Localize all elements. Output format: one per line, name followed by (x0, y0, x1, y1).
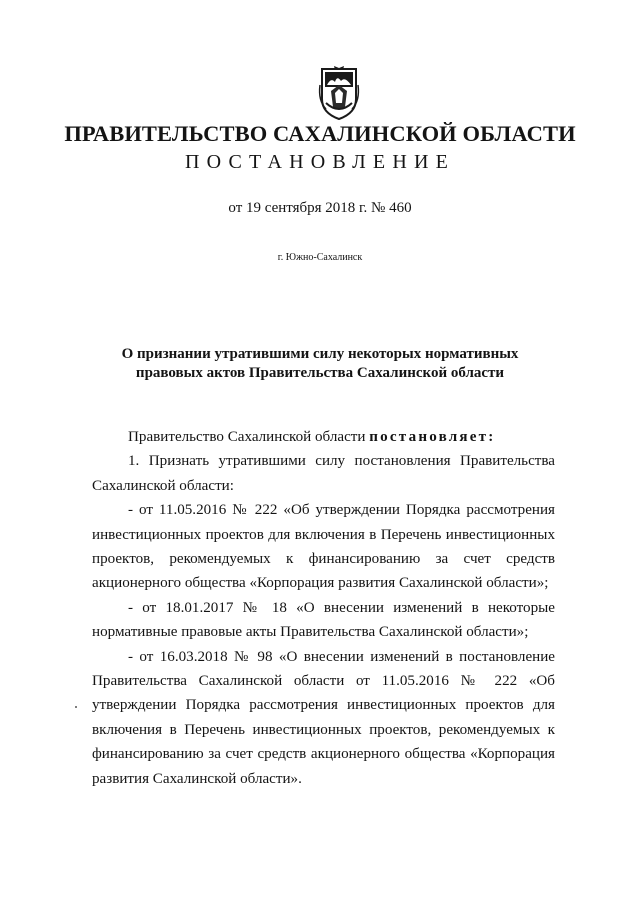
preamble-text: Правительство Сахалинской области (128, 429, 370, 445)
coat-of-arms-icon (317, 65, 361, 121)
clause-1: 1. Признать утратившими силу постановления Правительства Сахалинской области: (92, 453, 555, 494)
document-date-number: от 19 сентября 2018 г. № 460 (228, 200, 412, 216)
preamble-verb: постановляет: (369, 429, 496, 445)
document-subject (0, 345, 640, 383)
repealed-act-2: - от 18.01.2017 № 18 «О внесении изменений в некоторые нормативные правовые акты Правительства Сахалинской области»; (92, 599, 555, 641)
document-type: ПОСТАНОВЛЕНИЕ (184, 151, 456, 173)
issuing-authority: ПРАВИТЕЛЬСТВО САХАЛИНСКОЙ ОБЛАСТИ (64, 121, 576, 146)
scan-speck (75, 706, 77, 708)
subject-line-1: О признании утратившими силу некоторых нормативных (121, 346, 519, 362)
subject-line-2: правовых актов Правительства Сахалинской области (135, 365, 505, 381)
document-body (92, 425, 555, 791)
issue-city: г. Южно-Сахалинск (277, 252, 363, 263)
preamble (92, 425, 555, 449)
repealed-act-1: - от 11.05.2016 № 222 «Об утверждении Порядка рассмотрения инвестиционных проектов для включения в Перечень инвестиционных проектов, рекомендуемых к финансированию за счет средств акционерного общества «Корпорация развития Сахалинской области»; (92, 502, 555, 592)
repealed-act-3: - от 16.03.2018 № 98 «О внесении изменений в постановление Правительства Сахалинской области от 11.05.2016 № 222 «Об утверждении Порядка рассмотрения инвестиционных проектов для включения в Перечень инвестиционных проектов, рекомендуемых к финансированию за счет средств акционерного общества «Корпорация развития Сахалинской области». (92, 648, 555, 787)
